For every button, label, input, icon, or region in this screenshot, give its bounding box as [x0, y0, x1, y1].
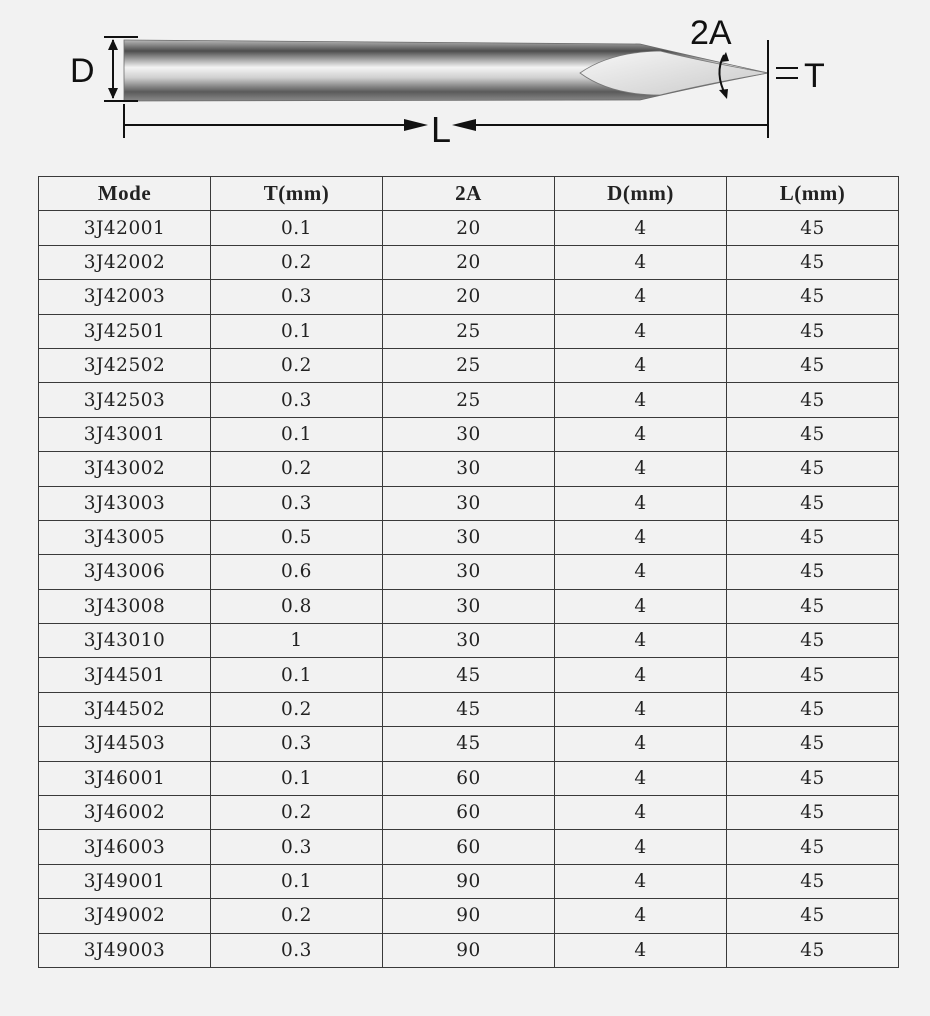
- cell-mode: 3J46002: [39, 796, 211, 830]
- header-2a: 2A: [383, 177, 555, 211]
- cell-2a: 45: [383, 727, 555, 761]
- header-d: D(mm): [555, 177, 727, 211]
- cell-t: 0.2: [211, 899, 383, 933]
- cell-2a: 30: [383, 624, 555, 658]
- table-row: [39, 761, 899, 795]
- cell-t: 0.3: [211, 383, 383, 417]
- cell-l: 45: [727, 348, 899, 382]
- cell-l: 45: [727, 761, 899, 795]
- angle-label: 2A: [690, 14, 732, 52]
- cell-d: 4: [555, 348, 727, 382]
- cell-2a: 60: [383, 796, 555, 830]
- cell-t: 0.2: [211, 692, 383, 726]
- cell-2a: 90: [383, 933, 555, 967]
- cell-2a: 30: [383, 452, 555, 486]
- cell-2a: 20: [383, 211, 555, 245]
- cell-d: 4: [555, 864, 727, 898]
- cell-t: 0.3: [211, 486, 383, 520]
- cell-2a: 90: [383, 864, 555, 898]
- cell-mode: 3J49001: [39, 864, 211, 898]
- cell-mode: 3J49003: [39, 933, 211, 967]
- cell-l: 45: [727, 555, 899, 589]
- cell-d: 4: [555, 727, 727, 761]
- cell-2a: 45: [383, 658, 555, 692]
- cell-2a: 90: [383, 899, 555, 933]
- table-row: [39, 864, 899, 898]
- cell-mode: 3J43001: [39, 417, 211, 451]
- cell-l: 45: [727, 864, 899, 898]
- table-row: [39, 658, 899, 692]
- cell-d: 4: [555, 555, 727, 589]
- cell-l: 45: [727, 727, 899, 761]
- table-row: [39, 245, 899, 279]
- header-l: L(mm): [727, 177, 899, 211]
- cell-mode: 3J43003: [39, 486, 211, 520]
- cell-mode: 3J43006: [39, 555, 211, 589]
- cell-2a: 25: [383, 348, 555, 382]
- cell-d: 4: [555, 933, 727, 967]
- table-row: [39, 933, 899, 967]
- table-header-row: [39, 177, 899, 211]
- cell-d: 4: [555, 417, 727, 451]
- table-row: [39, 452, 899, 486]
- header-mode: Mode: [39, 177, 211, 211]
- cell-l: 45: [727, 692, 899, 726]
- cell-d: 4: [555, 245, 727, 279]
- engraving-bit-drawing: [0, 0, 930, 160]
- cell-mode: 3J44501: [39, 658, 211, 692]
- cell-mode: 3J43002: [39, 452, 211, 486]
- cell-d: 4: [555, 314, 727, 348]
- cell-mode: 3J42003: [39, 280, 211, 314]
- cell-l: 45: [727, 933, 899, 967]
- cell-l: 45: [727, 452, 899, 486]
- header-t: T(mm): [211, 177, 383, 211]
- cell-d: 4: [555, 280, 727, 314]
- tip-width-label: T: [804, 57, 825, 95]
- table-row: [39, 211, 899, 245]
- cell-d: 4: [555, 761, 727, 795]
- table-row: [39, 796, 899, 830]
- tool-diagram: [0, 0, 930, 160]
- cell-2a: 45: [383, 692, 555, 726]
- cell-mode: 3J44502: [39, 692, 211, 726]
- cell-d: 4: [555, 452, 727, 486]
- cell-d: 4: [555, 899, 727, 933]
- cell-t: 0.3: [211, 280, 383, 314]
- table-row: [39, 348, 899, 382]
- cell-t: 0.8: [211, 589, 383, 623]
- table-row: [39, 383, 899, 417]
- cell-t: 1: [211, 624, 383, 658]
- cell-t: 0.3: [211, 830, 383, 864]
- cell-l: 45: [727, 899, 899, 933]
- cell-mode: 3J42503: [39, 383, 211, 417]
- cell-l: 45: [727, 417, 899, 451]
- cell-d: 4: [555, 211, 727, 245]
- cell-t: 0.2: [211, 348, 383, 382]
- cell-d: 4: [555, 796, 727, 830]
- cell-l: 45: [727, 383, 899, 417]
- cell-2a: 60: [383, 830, 555, 864]
- cell-2a: 30: [383, 520, 555, 554]
- cell-2a: 25: [383, 383, 555, 417]
- length-label: L: [431, 109, 452, 150]
- cell-2a: 30: [383, 555, 555, 589]
- diameter-label: D: [70, 52, 95, 90]
- table-row: [39, 280, 899, 314]
- table-body: [39, 211, 899, 968]
- table-row: [39, 589, 899, 623]
- cell-t: 0.1: [211, 658, 383, 692]
- cell-mode: 3J42001: [39, 211, 211, 245]
- cell-mode: 3J46001: [39, 761, 211, 795]
- cell-l: 45: [727, 589, 899, 623]
- cell-t: 0.1: [211, 864, 383, 898]
- cell-2a: 20: [383, 280, 555, 314]
- cell-l: 45: [727, 796, 899, 830]
- cell-l: 45: [727, 245, 899, 279]
- cell-t: 0.6: [211, 555, 383, 589]
- cell-d: 4: [555, 830, 727, 864]
- cell-2a: 30: [383, 589, 555, 623]
- cell-d: 4: [555, 658, 727, 692]
- cell-l: 45: [727, 624, 899, 658]
- cell-mode: 3J43008: [39, 589, 211, 623]
- cell-l: 45: [727, 520, 899, 554]
- cell-2a: 30: [383, 417, 555, 451]
- cell-l: 45: [727, 280, 899, 314]
- table-row: [39, 486, 899, 520]
- cell-d: 4: [555, 520, 727, 554]
- cell-l: 45: [727, 830, 899, 864]
- table-row: [39, 555, 899, 589]
- cell-mode: 3J46003: [39, 830, 211, 864]
- cell-mode: 3J42502: [39, 348, 211, 382]
- table-row: [39, 899, 899, 933]
- cell-d: 4: [555, 589, 727, 623]
- table-row: [39, 830, 899, 864]
- table-row: [39, 727, 899, 761]
- spec-table: [38, 176, 899, 968]
- cell-t: 0.5: [211, 520, 383, 554]
- cell-t: 0.3: [211, 727, 383, 761]
- cell-l: 45: [727, 486, 899, 520]
- cell-2a: 60: [383, 761, 555, 795]
- cell-mode: 3J43010: [39, 624, 211, 658]
- cell-2a: 30: [383, 486, 555, 520]
- cell-l: 45: [727, 314, 899, 348]
- cell-l: 45: [727, 211, 899, 245]
- cell-t: 0.2: [211, 452, 383, 486]
- cell-d: 4: [555, 624, 727, 658]
- table-row: [39, 624, 899, 658]
- cell-t: 0.1: [211, 314, 383, 348]
- cell-t: 0.1: [211, 211, 383, 245]
- cell-l: 45: [727, 658, 899, 692]
- cell-mode: 3J44503: [39, 727, 211, 761]
- cell-t: 0.3: [211, 933, 383, 967]
- cell-mode: 3J42002: [39, 245, 211, 279]
- table-row: [39, 417, 899, 451]
- cell-d: 4: [555, 692, 727, 726]
- table-row: [39, 520, 899, 554]
- cell-mode: 3J43005: [39, 520, 211, 554]
- cell-mode: 3J42501: [39, 314, 211, 348]
- cell-t: 0.1: [211, 761, 383, 795]
- table-row: [39, 692, 899, 726]
- cell-t: 0.1: [211, 417, 383, 451]
- cell-2a: 25: [383, 314, 555, 348]
- cell-2a: 20: [383, 245, 555, 279]
- cell-d: 4: [555, 486, 727, 520]
- cell-mode: 3J49002: [39, 899, 211, 933]
- cell-d: 4: [555, 383, 727, 417]
- cell-t: 0.2: [211, 796, 383, 830]
- cell-t: 0.2: [211, 245, 383, 279]
- table-row: [39, 314, 899, 348]
